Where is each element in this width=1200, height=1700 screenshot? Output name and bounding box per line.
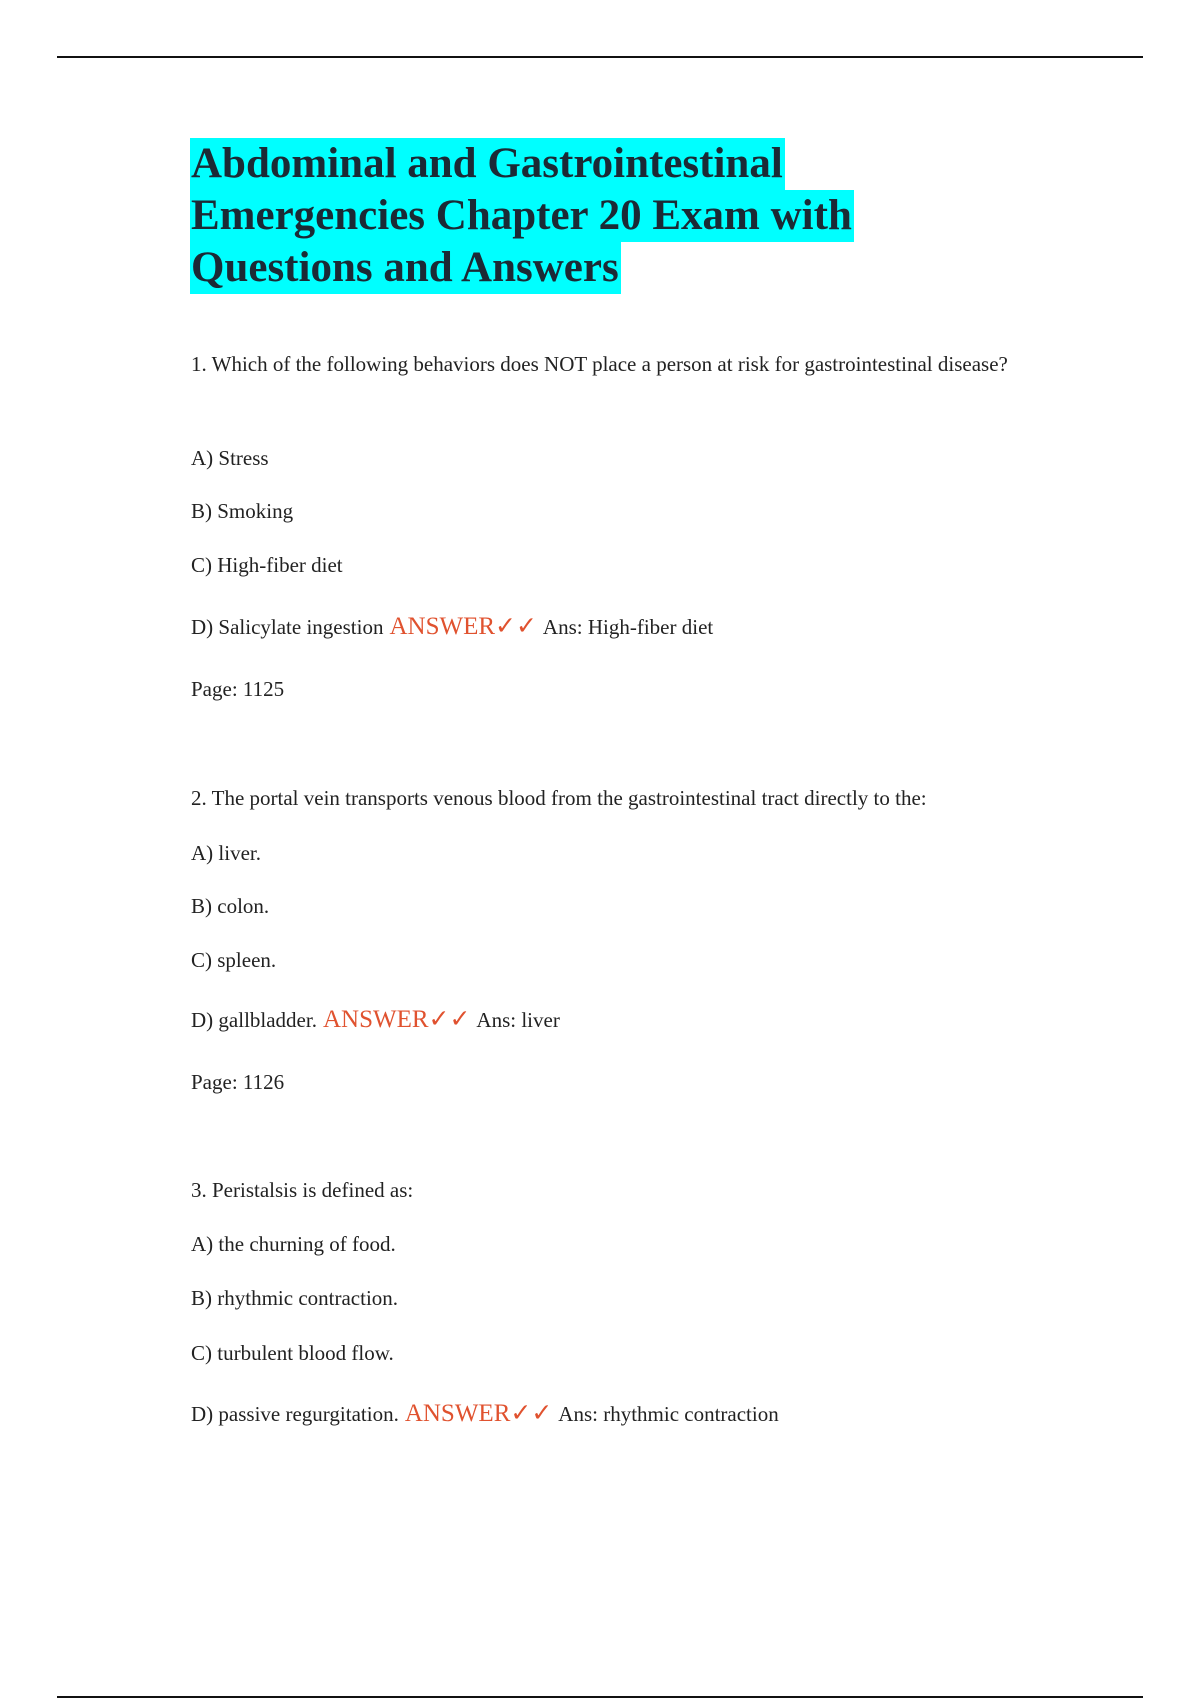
question-3-stem: 3. Peristalsis is defined as: xyxy=(191,1178,414,1202)
title-line-3: Questions and Answers xyxy=(190,242,621,294)
question-2-page: Page: 1126 xyxy=(191,1070,285,1094)
question-3-option-d-line xyxy=(191,1396,779,1432)
question-1-option-c: C) High-fiber diet xyxy=(191,553,343,577)
question-2-option-a: A) liver. xyxy=(191,841,261,865)
question-1-answer-marker: ANSWER✓✓ xyxy=(389,613,537,640)
question-1-stem: 1. Which of the following behaviors does NOT place a person at risk for gastrointestinal disease? xyxy=(191,352,1008,376)
question-2-option-d-line xyxy=(191,1002,560,1038)
question-3-answer-marker: ANSWER✓✓ xyxy=(404,1400,553,1427)
document-title xyxy=(190,138,950,294)
question-1-page: Page: 1125 xyxy=(191,677,285,701)
question-1-option-b: B) Smoking xyxy=(191,499,294,523)
top-rule xyxy=(57,56,1143,58)
bottom-rule xyxy=(57,1696,1143,1698)
question-3-option-c: C) turbulent blood flow. xyxy=(191,1341,394,1365)
question-3-option-b: B) rhythmic contraction. xyxy=(191,1286,399,1310)
question-2-option-c: C) spleen. xyxy=(191,948,277,972)
question-1-option-a: A) Stress xyxy=(191,446,269,470)
question-2-answer-text: Ans: liver xyxy=(476,1008,560,1032)
title-line-1: Abdominal and Gastrointestinal xyxy=(190,138,785,190)
title-line-2: Emergencies Chapter 20 Exam with xyxy=(190,190,854,242)
question-3-option-a: A) the churning of food. xyxy=(191,1232,396,1256)
question-2-stem: 2. The portal vein transports venous blood from the gastrointestinal tract directly to the: xyxy=(191,786,927,810)
question-1-option-d-line xyxy=(191,609,713,645)
question-1-option-d: D) Salicylate ingestion xyxy=(191,615,384,639)
question-1-answer-text: Ans: High-fiber diet xyxy=(542,615,714,639)
question-3-answer-text: Ans: rhythmic contraction xyxy=(558,1402,779,1426)
question-2-option-d: D) gallbladder. xyxy=(191,1008,317,1032)
question-3-option-d: D) passive regurgitation. xyxy=(191,1402,399,1426)
question-2-option-b: B) colon. xyxy=(191,894,270,918)
question-2-answer-marker: ANSWER✓✓ xyxy=(322,1006,471,1033)
